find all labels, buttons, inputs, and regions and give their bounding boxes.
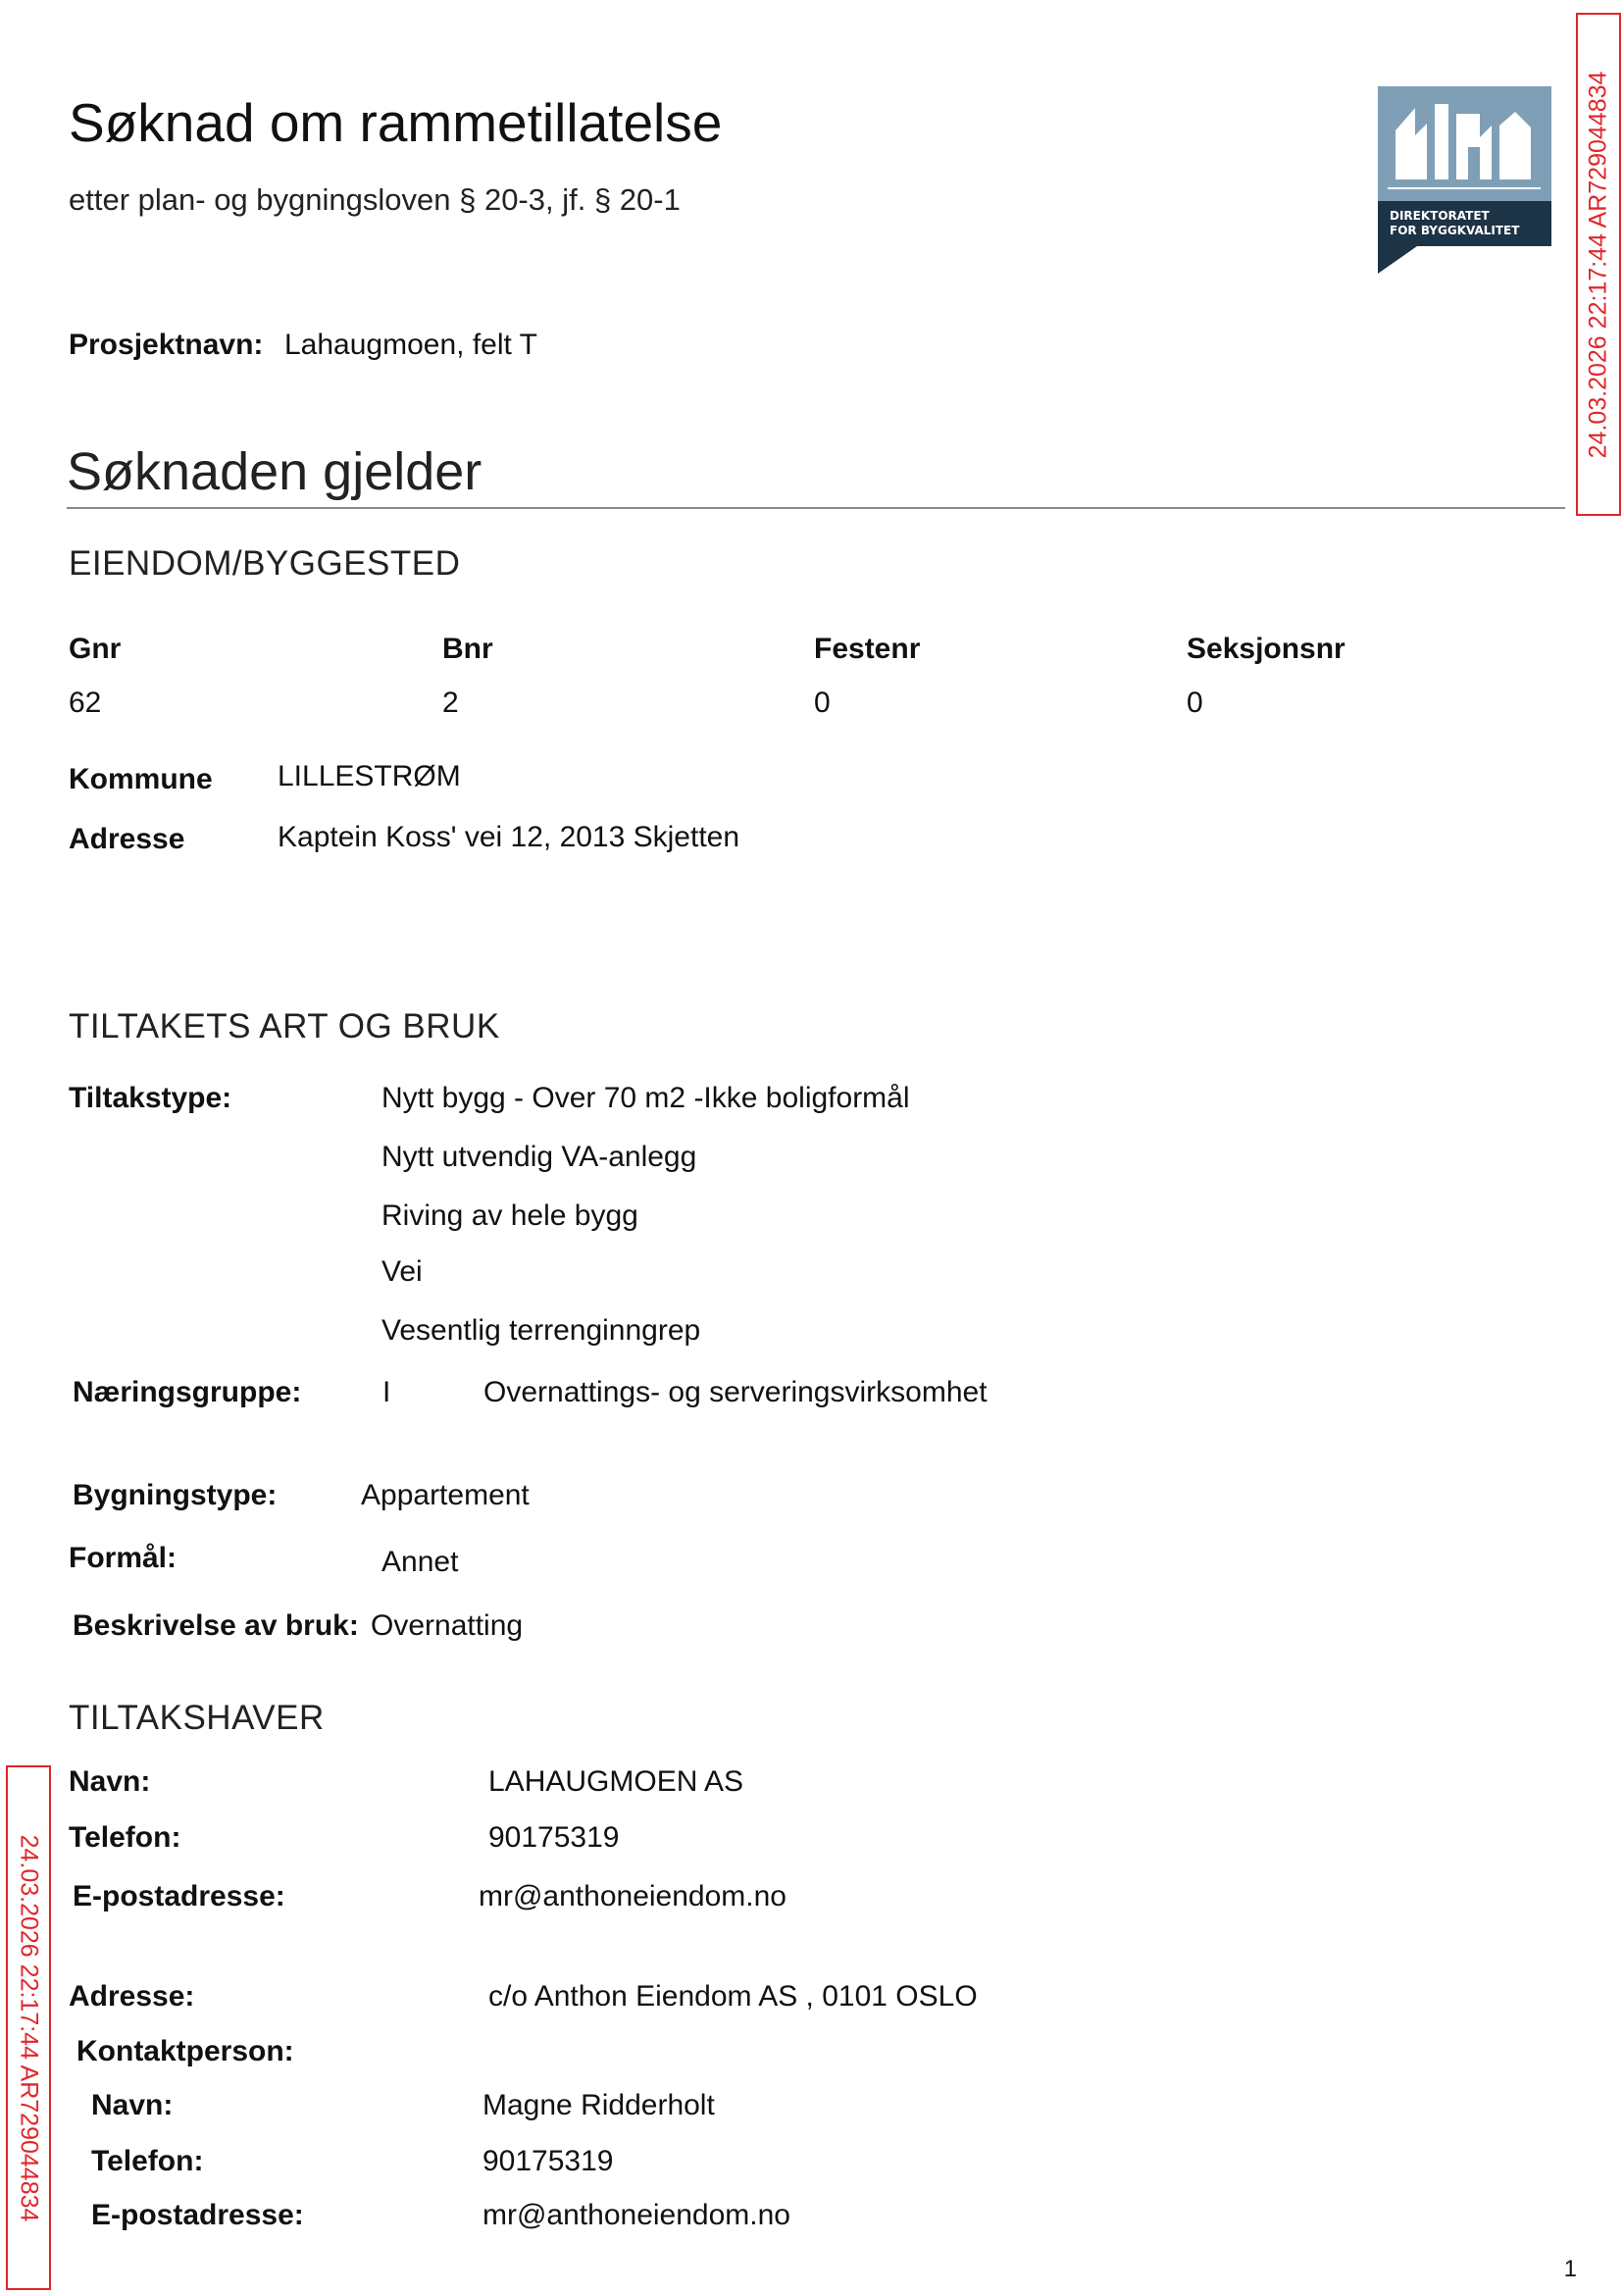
gnr-label: Gnr (69, 633, 122, 665)
page-number: 1 (1563, 2256, 1577, 2282)
kontakt-telefon-value: 90175319 (482, 2145, 614, 2177)
project-label: Prosjektnavn: (69, 329, 264, 361)
naeringsgruppe-label: Næringsgruppe: (73, 1376, 302, 1408)
bygningstype-value: Appartement (361, 1479, 530, 1511)
tiltakstype-item: Nytt bygg - Over 70 m2 -Ikke boligformål (381, 1082, 910, 1114)
kontakt-navn-value: Magne Ridderholt (482, 2089, 715, 2121)
logo-emblem (1378, 86, 1551, 201)
logo-line-2: FOR BYGGKVALITET (1390, 224, 1520, 237)
beskrivelse-label: Beskrivelse av bruk: (73, 1609, 359, 1642)
logo-line-1: DIREKTORATET (1390, 209, 1490, 223)
stamp-text: 24.03.2026 22:17:44 AR729044834 (15, 1834, 43, 2221)
section-divider (67, 507, 1565, 509)
kontakt-navn-label: Navn: (91, 2089, 174, 2121)
naeringsgruppe-code: I (382, 1376, 391, 1408)
timestamp-stamp-left (6, 1765, 51, 2290)
applicant-epost-label: E-postadresse: (73, 1880, 285, 1912)
kontakt-epost-label: E-postadresse: (91, 2199, 304, 2231)
stamp-text: 24.03.2026 22:17:44 AR729044834 (1584, 71, 1612, 458)
formal-value: Annet (381, 1546, 459, 1578)
kontaktperson-label: Kontaktperson: (76, 2035, 294, 2067)
seksjonsnr-label: Seksjonsnr (1187, 633, 1345, 665)
adresse-value: Kaptein Koss' vei 12, 2013 Skjetten (278, 821, 740, 853)
tiltakstype-item: Vei (381, 1255, 423, 1288)
tiltakstype-item: Nytt utvendig VA-anlegg (381, 1141, 697, 1173)
adresse-label: Adresse (69, 823, 185, 855)
tiltakstype-item: Vesentlig terrenginngrep (381, 1314, 701, 1347)
bygningstype-label: Bygningstype: (73, 1479, 278, 1511)
logo-text (1390, 209, 1519, 238)
naeringsgruppe-value: Overnattings- og serveringsvirksomhet (483, 1376, 988, 1408)
tiltakstype-label: Tiltakstype: (69, 1082, 232, 1114)
page-title: Søknad om rammetillatelse (69, 92, 723, 153)
applicant-navn-label: Navn: (69, 1765, 151, 1798)
kontakt-telefon-label: Telefon: (91, 2145, 204, 2177)
kommune-value: LILLESTRØM (278, 760, 461, 792)
logo-buildings-icon (1378, 86, 1551, 201)
bnr-label: Bnr (442, 633, 493, 665)
beskrivelse-value: Overnatting (371, 1609, 524, 1642)
timestamp-stamp-top (1576, 13, 1621, 516)
kommune-label: Kommune (69, 763, 213, 795)
bnr-value: 2 (442, 687, 459, 719)
kontakt-epost-value: mr@anthoneiendom.no (482, 2199, 790, 2231)
dibk-logo (1378, 86, 1551, 276)
formal-label: Formål: (69, 1542, 178, 1574)
applicant-navn-value: LAHAUGMOEN AS (488, 1765, 744, 1798)
applicant-adresse-label: Adresse: (69, 1980, 195, 2013)
festenr-label: Festenr (814, 633, 921, 665)
project-value: Lahaugmoen, felt T (284, 329, 537, 361)
applicant-telefon-value: 90175319 (488, 1821, 620, 1854)
gnr-value: 62 (69, 687, 102, 719)
property-heading: EIENDOM/BYGGESTED (69, 544, 461, 583)
applicant-adresse-value: c/o Anthon Eiendom AS , 0101 OSLO (488, 1980, 978, 2013)
applicant-epost-value: mr@anthoneiendom.no (479, 1880, 787, 1912)
festenr-value: 0 (814, 687, 831, 719)
logo-flag (1378, 246, 1417, 274)
applicant-heading: TILTAKSHAVER (69, 1699, 325, 1737)
applicant-telefon-label: Telefon: (69, 1821, 181, 1854)
tiltakstype-item: Riving av hele bygg (381, 1199, 638, 1232)
measure-heading: TILTAKETS ART OG BRUK (69, 1007, 500, 1045)
section-title: Søknaden gjelder (67, 442, 482, 501)
page-subtitle: etter plan- og bygningsloven § 20-3, jf. § 20-1 (69, 182, 681, 217)
seksjonsnr-value: 0 (1187, 687, 1203, 719)
